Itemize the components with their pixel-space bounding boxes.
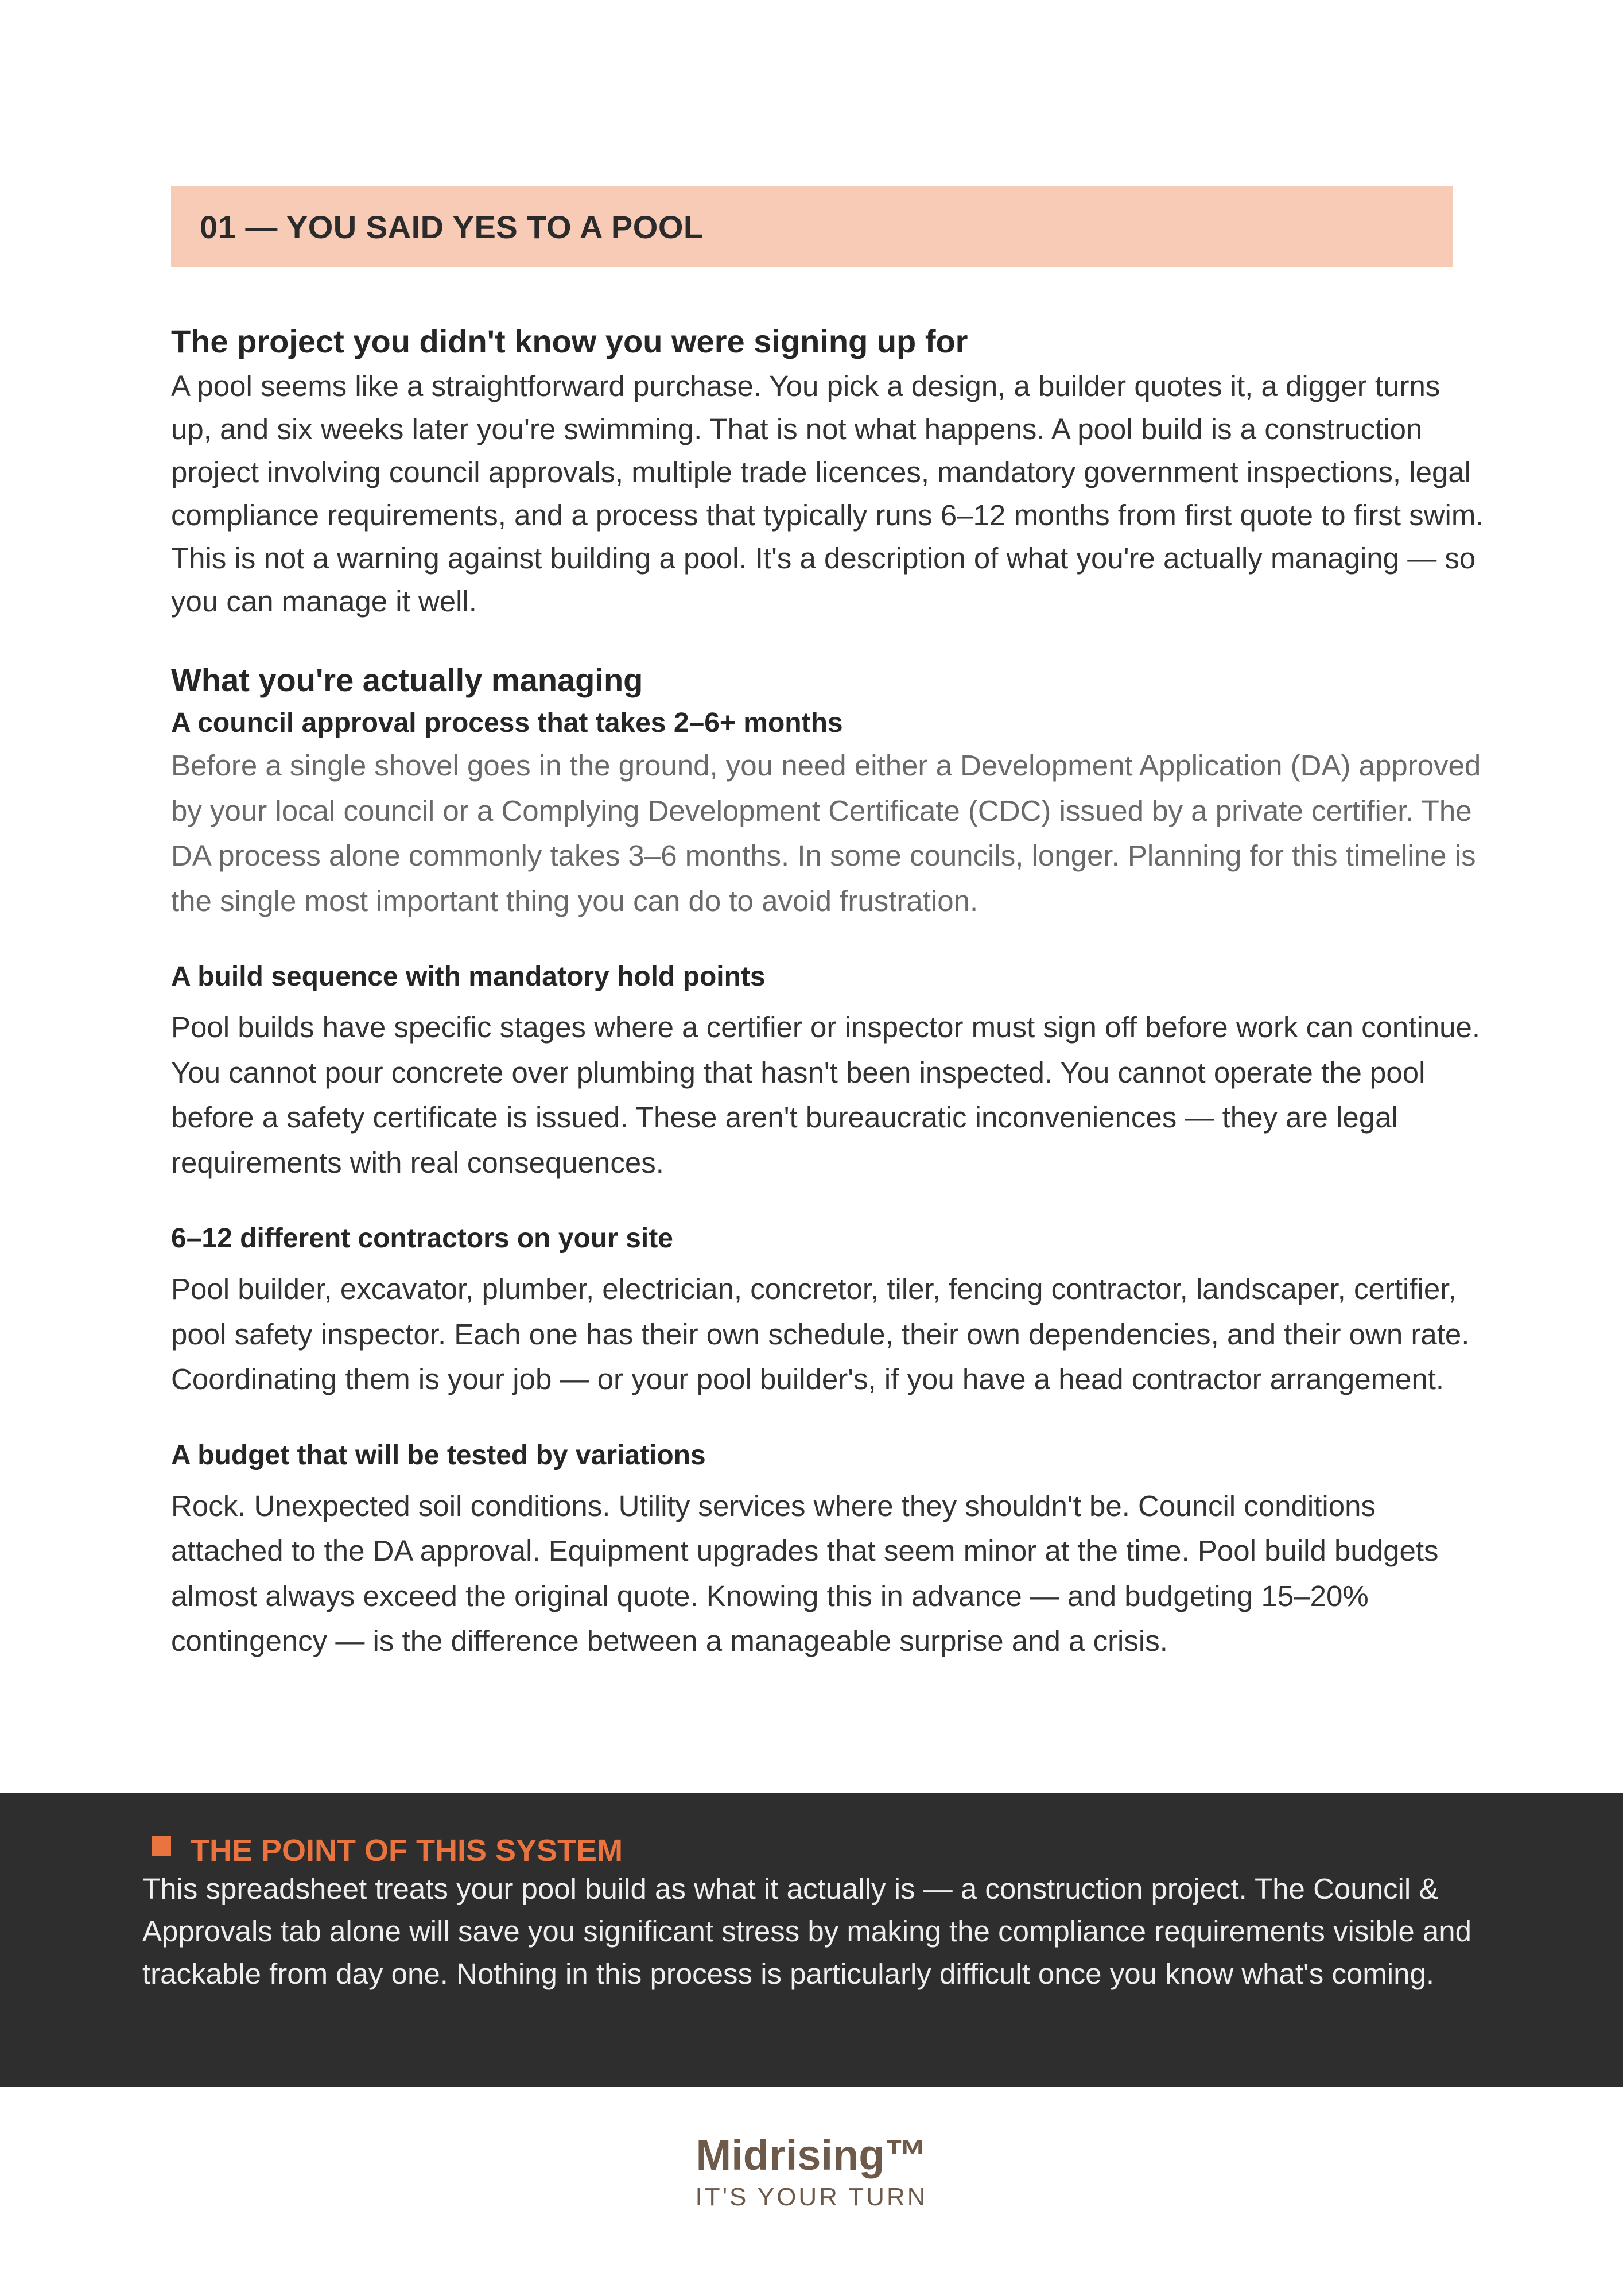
main-content — [171, 319, 1485, 1697]
item-body-hold-points: Pool builds have specific stages where a certifier or inspector must sign off before work can continue. You cannot pour concrete over plumbing that hasn't been inspected. You cannot operate the pool before a safety certificate is issued. These aren't bureaucratic inconveniences — they are legal requirements with real consequences. — [171, 1011, 1481, 1179]
managing-heading: What you're actually managing — [171, 662, 643, 698]
section-header-bar — [171, 186, 1453, 267]
intro-paragraph: A pool seems like a straightforward purchase. You pick a design, a builder quotes it, a digger turns up, and six weeks later you're swimming. That is not what happens. A pool build is a construction project involving council approvals, multiple trade licences, mandatory government inspections, legal compliance requirements, and a process that typically runs 6–12 months from first quote to first swim. This is not a warning against building a pool. It's a description of what you're actually managing — so you can manage it well. — [171, 370, 1484, 618]
intro-heading: The project you didn't know you were signing up for — [171, 323, 968, 359]
section-title: 01 — YOU SAID YES TO A POOL — [200, 208, 704, 245]
item-body-budget: Rock. Unexpected soil conditions. Utility services where they shouldn't be. Council conditions attached to the DA approval. Equipment upgrades that seem minor at the time. Pool build budgets almost always exceed the original quote. Knowing this in advance — and budgeting 15–20% contingency — is the difference between a manageable surprise and a crisis. — [171, 1489, 1439, 1657]
item-title-contractors: 6–12 different contractors on your site — [171, 1223, 673, 1254]
callout-box — [0, 1793, 1623, 2087]
callout-title-row — [142, 1833, 1623, 1868]
callout-body: This spreadsheet treats your pool build as what it actually is — a construction project. The Council & Approvals tab alone will save you significant stress by making the compliance requirements visible and trackable from day one. Nothing in this process is particularly difficult once you know what's coming. — [142, 1872, 1471, 1990]
brand-logo: Midrising™ — [696, 2131, 927, 2179]
item-title-council: A council approval process that takes 2–6+ months — [171, 708, 843, 738]
item-body-contractors: Pool builder, excavator, plumber, electrician, concretor, tiler, fencing contractor, landscaper, certifier, pool safety inspector. Each one has their own schedule, their own dependencies, and their own rate. Coordinating them is your job — or your pool builder's, if you have a head contractor arrangement. — [171, 1273, 1470, 1395]
item-title-hold-points: A build sequence with mandatory hold points — [171, 961, 766, 992]
footer — [0, 2130, 1623, 2213]
callout-title: THE POINT OF THIS SYSTEM — [191, 1833, 623, 1868]
brand-tagline: IT'S YOUR TURN — [695, 2183, 928, 2211]
item-body-council: Before a single shovel goes in the ground, you need either a Development Application (DA) approved by your local council or a Complying Development Certificate (CDC) issued by a private certifier. The DA process alone commonly takes 3–6 months. In some councils, longer. Planning for this timeline is the single most important thing you can do to avoid frustration. — [171, 749, 1481, 917]
square-bullet-icon — [152, 1836, 171, 1856]
item-title-budget: A budget that will be tested by variations — [171, 1440, 706, 1471]
